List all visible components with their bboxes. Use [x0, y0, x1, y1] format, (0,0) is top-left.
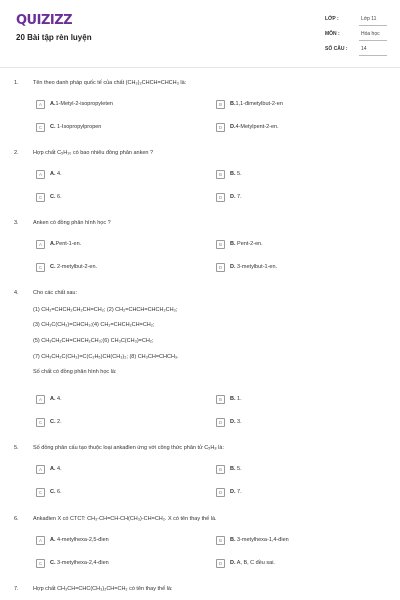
meta-underline — [359, 40, 387, 41]
option-a[interactable] — [36, 463, 62, 475]
option-c[interactable] — [36, 486, 62, 498]
question-number: 2. — [14, 150, 19, 156]
option-text: 1-Metyl-2-isopropyleten — [55, 101, 113, 107]
option-d[interactable] — [216, 191, 242, 203]
option-d[interactable] — [216, 121, 279, 133]
option-letter-box: C — [36, 193, 45, 202]
meta-underline — [359, 25, 387, 26]
option-b[interactable] — [216, 238, 263, 250]
meta-label: SỐ CÂU : — [325, 46, 348, 52]
option-a[interactable] — [36, 534, 109, 546]
option-text: 4-Metylpent-2-en. — [235, 124, 279, 130]
option-a[interactable] — [36, 168, 62, 180]
worksheet-header — [0, 0, 400, 62]
option-letter-box: D — [216, 418, 225, 427]
option-prefix: C. — [50, 124, 56, 130]
option-letter-box: A — [36, 536, 45, 545]
option-text: 6. — [57, 489, 62, 495]
option-a[interactable] — [36, 393, 62, 405]
option-prefix: D. — [230, 419, 236, 425]
question-line: (1) CH₂=CHCH₂CH₂CH=CH₂; (2) CH₂=CHCH=CHCH₂CH₃; — [33, 307, 178, 313]
option-prefix: C. — [50, 194, 56, 200]
option-d[interactable] — [216, 261, 277, 273]
option-text: 2. — [57, 419, 62, 425]
option-prefix: B. — [230, 241, 236, 247]
option-letter-box: B — [216, 395, 225, 404]
question-text: Cho các chất sau: — [33, 290, 78, 296]
option-c[interactable] — [36, 416, 62, 428]
option-d[interactable] — [216, 416, 242, 428]
question-text: Số đồng phân cấu tạo thuộc loại ankađien ứng với công thức phân tử C₅H₈ là: — [33, 445, 224, 451]
option-letter-box: B — [216, 100, 225, 109]
meta-value: 14 — [361, 46, 367, 52]
option-b[interactable] — [216, 534, 289, 546]
meta-value: Hóa học — [361, 31, 380, 37]
option-prefix: A. — [50, 101, 56, 107]
option-letter-box: A — [36, 170, 45, 179]
option-text: 7. — [237, 194, 242, 200]
question-text: Ankađien X có CTCT: CH₃-CH=CH-CH(CH₃)-CH=CH₂. X có tên thay thế là. — [33, 516, 217, 522]
option-prefix: B. — [230, 466, 236, 472]
meta-class — [325, 14, 387, 26]
option-d[interactable] — [216, 486, 242, 498]
question-text: Tên theo danh pháp quốc tế của chất (CH₃)₂CHCH=CHCH₃ là: — [33, 80, 187, 86]
meta-subject — [325, 29, 387, 41]
option-prefix: D. — [230, 124, 236, 130]
option-text: 4-metylhexa-2,5-đien — [57, 537, 109, 543]
option-a[interactable] — [36, 98, 113, 110]
option-text: 1. — [237, 396, 242, 402]
option-prefix: A. — [50, 396, 56, 402]
question-text: Hợp chất CH₃CH=CHC(CH₃)₂CH=CH₂ có tên thay thế là: — [33, 586, 173, 592]
meta-underline — [359, 55, 387, 56]
option-c[interactable] — [36, 121, 101, 133]
question-number: 5. — [14, 445, 19, 451]
question-text: Anken có đồng phân hình học ? — [33, 220, 111, 226]
option-b[interactable] — [216, 168, 242, 180]
quizizz-logo: QUIZIZZ — [16, 13, 73, 28]
question-line: (7) CH₃CH₂C(CH₃)=C(C₂H₅)CH(CH₃)₂; (8) CH₃CH=CHCH₃. — [33, 354, 179, 360]
option-letter-box: B — [216, 465, 225, 474]
option-b[interactable] — [216, 393, 242, 405]
option-letter-box: B — [216, 170, 225, 179]
option-text: 5. — [237, 466, 242, 472]
option-text: 3-metylbut-1-en. — [237, 264, 278, 270]
option-text: 3-metylhexa-2,4-đien — [57, 560, 109, 566]
option-letter-box: A — [36, 100, 45, 109]
option-letter-box: C — [36, 418, 45, 427]
option-prefix: B. — [230, 537, 236, 543]
option-prefix: D. — [230, 489, 236, 495]
option-text: 4. — [57, 466, 62, 472]
option-text: 5. — [237, 171, 242, 177]
option-text: 2-metylbut-2-en. — [57, 264, 98, 270]
option-text: 6. — [57, 194, 62, 200]
option-prefix: B. — [230, 101, 236, 107]
option-letter-box: D — [216, 123, 225, 132]
option-letter-box: C — [36, 559, 45, 568]
option-text: 3. — [237, 419, 242, 425]
question-line: (3) CH₃C(CH₃)=CHCH₃;(4) CH₂=CHCH₂CH=CH₂; — [33, 322, 155, 328]
option-prefix: A. — [50, 171, 56, 177]
option-text: A, B, C đều sai. — [236, 560, 275, 566]
option-c[interactable] — [36, 557, 109, 569]
option-letter-box: C — [36, 123, 45, 132]
option-text: 1-Isopropylpropen — [57, 124, 102, 130]
option-text: Pent-1-en. — [55, 241, 82, 247]
option-letter-box: A — [36, 395, 45, 404]
option-prefix: D. — [230, 560, 236, 566]
meta-label: LỚP : — [325, 16, 339, 22]
option-prefix: B. — [230, 171, 236, 177]
option-b[interactable] — [216, 463, 242, 475]
option-prefix: C. — [50, 419, 56, 425]
option-text: 3-metylhexa-1,4-đien — [237, 537, 289, 543]
question-line: (5) CH₃CH₂CH=CHCH₂CH₃;(6) CH₃C(CH₃)=CH₂; — [33, 338, 154, 344]
option-text: Pent-2-en. — [237, 241, 263, 247]
option-prefix: D. — [230, 264, 236, 270]
option-letter-box: C — [36, 488, 45, 497]
meta-label: MÔN : — [325, 31, 340, 37]
option-prefix: B. — [230, 396, 236, 402]
option-letter-box: D — [216, 488, 225, 497]
option-c[interactable] — [36, 191, 62, 203]
option-prefix: C. — [50, 560, 56, 566]
option-letter-box: C — [36, 263, 45, 272]
option-c[interactable] — [36, 261, 97, 273]
question-number: 7. — [14, 586, 19, 592]
option-prefix: A. — [50, 466, 56, 472]
option-prefix: C. — [50, 264, 56, 270]
question-number: 3. — [14, 220, 19, 226]
option-b[interactable] — [216, 98, 283, 110]
option-letter-box: B — [216, 536, 225, 545]
worksheet-title: 20 Bài tập rèn luyện — [16, 33, 92, 42]
option-prefix: C. — [50, 489, 56, 495]
header-divider — [0, 67, 400, 68]
option-letter-box: B — [216, 240, 225, 249]
option-text: 4. — [57, 171, 62, 177]
option-letter-box: D — [216, 559, 225, 568]
question-number: 6. — [14, 516, 19, 522]
option-letter-box: D — [216, 263, 225, 272]
option-d[interactable] — [216, 557, 275, 569]
option-text: 7. — [237, 489, 242, 495]
option-prefix: A. — [50, 241, 56, 247]
question-text: Hợp chất C₅H₁₀ có bao nhiêu đồng phân anken ? — [33, 150, 154, 156]
option-text: 4. — [57, 396, 62, 402]
option-prefix: D. — [230, 194, 236, 200]
option-prefix: A. — [50, 537, 56, 543]
option-letter-box: A — [36, 465, 45, 474]
question-line: Số chất có đồng phân hình học là: — [33, 369, 117, 375]
option-letter-box: A — [36, 240, 45, 249]
option-a[interactable] — [36, 238, 81, 250]
option-text: 1,1-đimetylbut-2-en — [235, 101, 283, 107]
meta-value: Lớp 11 — [361, 16, 377, 22]
question-number: 1. — [14, 80, 19, 86]
question-number: 4. — [14, 290, 19, 296]
option-letter-box: D — [216, 193, 225, 202]
meta-count — [325, 44, 387, 56]
